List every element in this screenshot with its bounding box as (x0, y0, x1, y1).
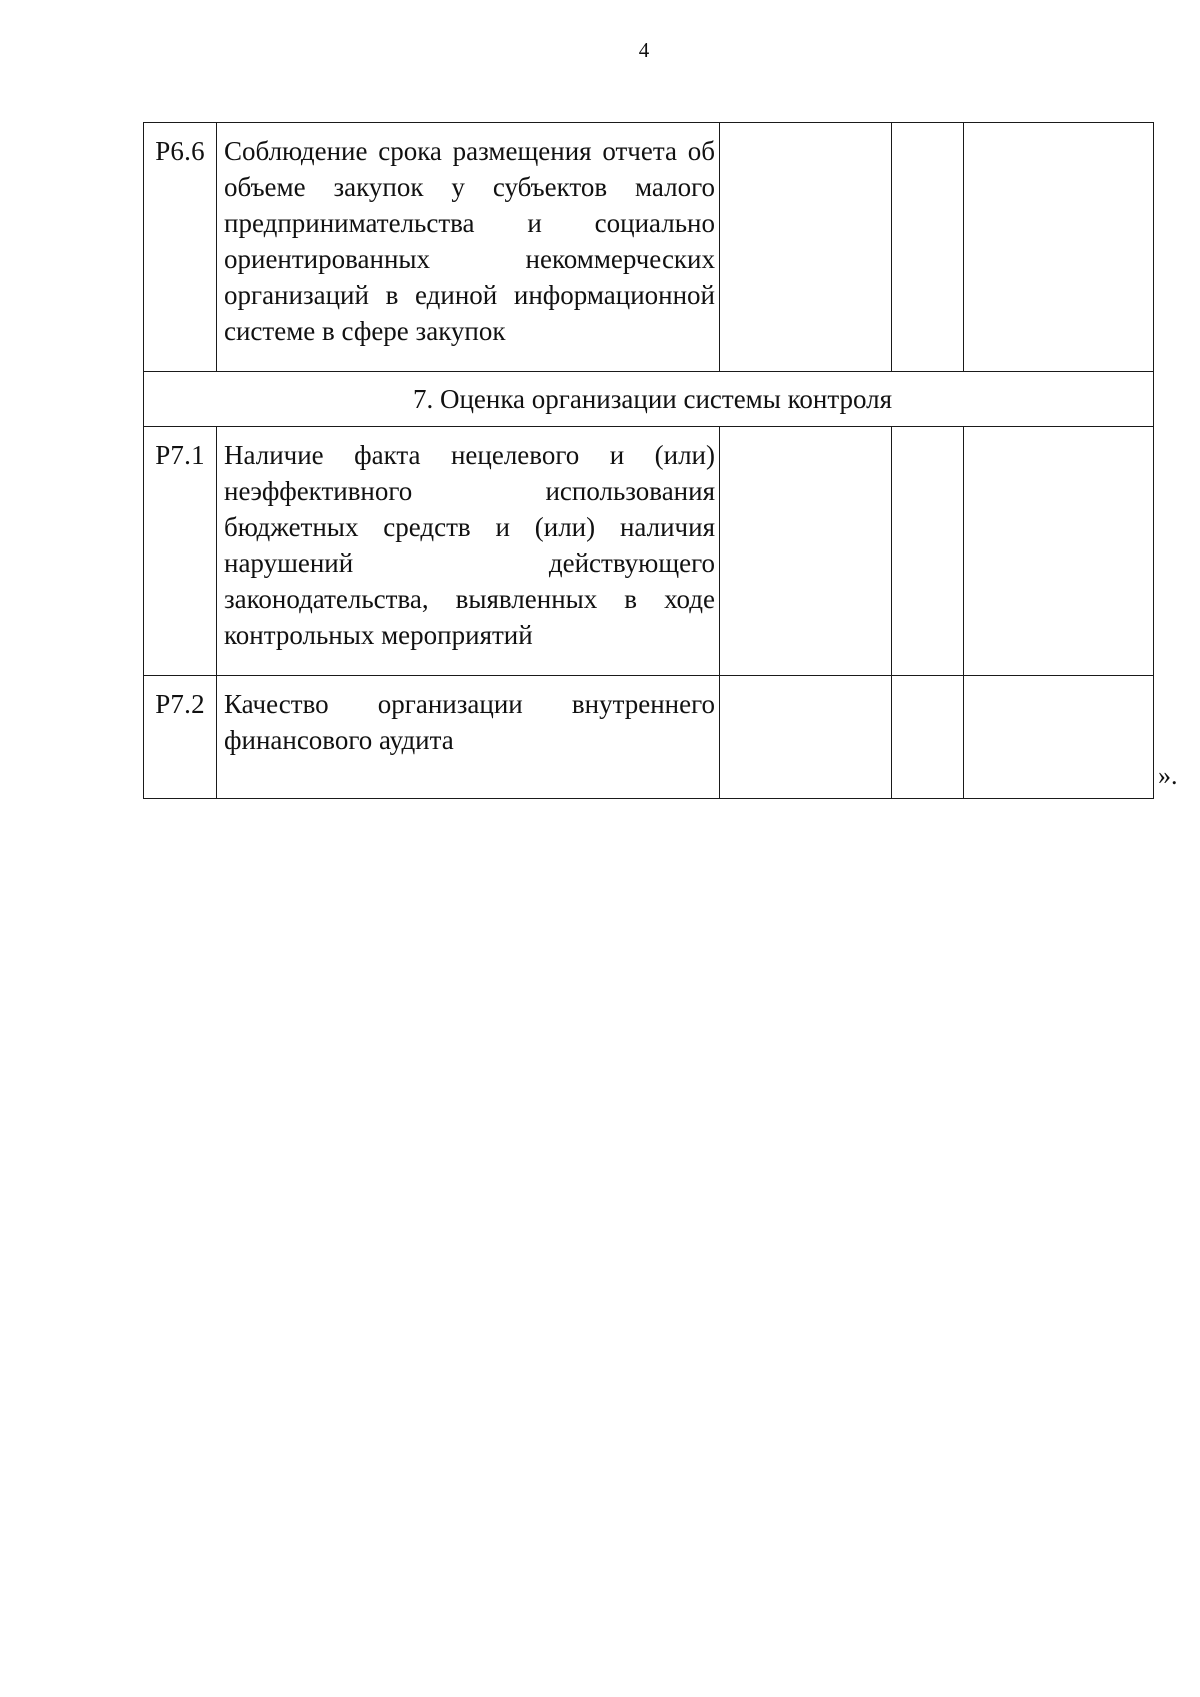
table-row (144, 427, 1154, 676)
indicators-table (143, 122, 1154, 799)
indicator-code: Р7.1 (144, 427, 217, 676)
section-heading: 7. Оценка организации системы контроля (144, 372, 1154, 427)
section-row (144, 372, 1154, 427)
indicator-description: Соблюдение срока размещения отчета об объеме закупок у субъектов малого предпринимательства и социально ориентированных некоммерческих организаций в единой информационной системе в сфере закупок (217, 123, 720, 372)
value-cell (892, 123, 964, 372)
indicator-code: Р7.2 (144, 676, 217, 799)
value-cell (892, 427, 964, 676)
value-cell (892, 676, 964, 799)
table-row (144, 676, 1154, 799)
value-cell (964, 123, 1154, 372)
value-cell (720, 123, 892, 372)
closing-quote-mark: ». (1158, 761, 1178, 790)
value-cell (720, 676, 892, 799)
table-row (144, 123, 1154, 372)
indicator-description: Наличие факта нецелевого и (или) неэффективного использования бюджетных средств и (или) наличия нарушений действующего законодательства, выявленных в ходе контрольных мероприятий (217, 427, 720, 676)
indicator-description: Качество организации внутреннего финансового аудита (217, 676, 720, 799)
indicator-code: Р6.6 (144, 123, 217, 372)
page-number: 4 (638, 38, 650, 62)
value-cell (964, 427, 1154, 676)
value-cell (964, 676, 1154, 799)
value-cell (720, 427, 892, 676)
